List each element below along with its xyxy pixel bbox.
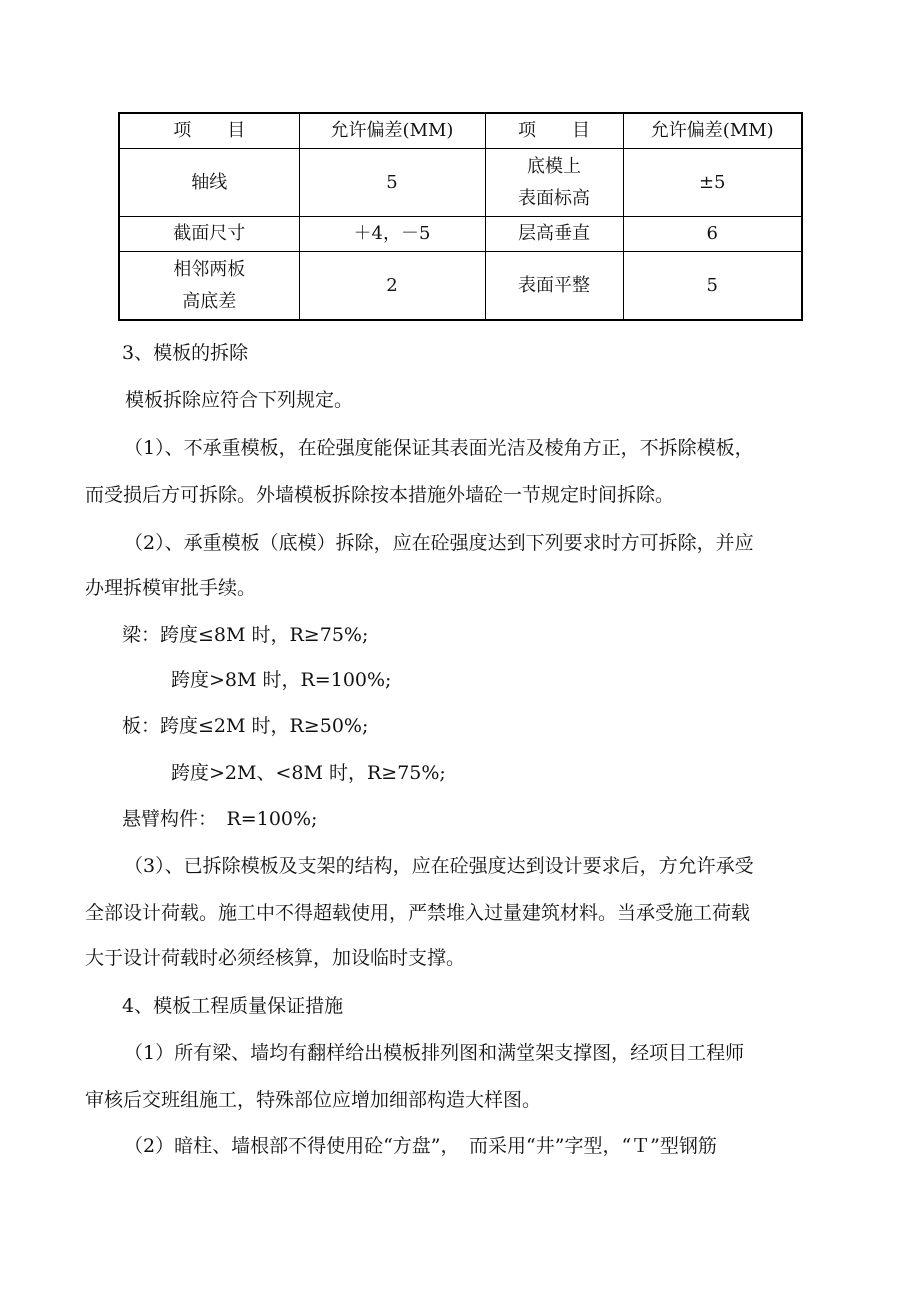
section-heading: 3、模板的拆除 <box>122 342 249 364</box>
paragraph-line: （2）、承重模板（底模）拆除，应在砼强度达到下列要求时方可拆除，并应 <box>124 532 754 554</box>
paragraph-line: 而受损后方可拆除。外墙模板拆除按本措施外墙砼一节规定时间拆除。 <box>85 484 675 506</box>
paragraph-line: 审核后交班组施工，特殊部位应增加细部构造大样图。 <box>85 1089 542 1111</box>
table-row <box>119 217 802 252</box>
paragraph-line: （2）暗柱、墙根部不得使用砼“方盘”， 而采用“井”字型，“Ｔ”型钢筋 <box>124 1135 717 1157</box>
table-cell: 5 <box>623 252 802 321</box>
paragraph-line: 大于设计荷载时必须经核算，加设临时支撑。 <box>85 947 466 969</box>
header-item-1: 项 目 <box>119 113 299 149</box>
table-cell: ＋4，－5 <box>299 217 485 252</box>
header-tolerance-2: 允许偏差(MM) <box>623 113 802 149</box>
table-cell: 5 <box>299 149 485 217</box>
table-cell: 轴线 <box>119 149 299 217</box>
paragraph-line: 梁：跨度≤8M 时，R≥75%; <box>122 624 369 646</box>
paragraph-line: （1）所有梁、墙均有翻样给出模板排列图和满堂架支撑图，经项目工程师 <box>124 1042 745 1064</box>
table-row <box>119 149 802 217</box>
table-header-row <box>119 113 802 149</box>
table-cell: 表面平整 <box>485 252 623 321</box>
table-cell: 2 <box>299 252 485 321</box>
table-cell: 相邻两板 高底差 <box>119 252 299 321</box>
paragraph-line: 办理拆模审批手续。 <box>85 577 257 599</box>
table-cell: 层高垂直 <box>485 217 623 252</box>
table-cell: 截面尺寸 <box>119 217 299 252</box>
paragraph-line: （3）、已拆除模板及支架的结构，应在砼强度达到设计要求后，方允许承受 <box>124 855 754 877</box>
header-item-2: 项 目 <box>485 113 623 149</box>
paragraph-line: 全部设计荷载。施工中不得超载使用，严禁堆入过量建筑材料。当承受施工荷载 <box>85 902 751 924</box>
paragraph-line: 板：跨度≤2M 时，R≥50%; <box>122 715 369 737</box>
table-row <box>119 252 802 321</box>
table-cell: ±5 <box>623 149 802 217</box>
paragraph-line: 跨度>8M 时，R=100%; <box>171 669 392 691</box>
paragraph-line: （1）、不承重模板，在砼强度能保证其表面光洁及棱角方正，不拆除模板， <box>124 437 754 459</box>
header-tolerance-1: 允许偏差(MM) <box>299 113 485 149</box>
table-cell: 6 <box>623 217 802 252</box>
paragraph-line: 跨度>2M、<8M 时，R≥75%; <box>171 762 446 784</box>
paragraph-line: 悬臂构件： R=100%; <box>122 808 318 830</box>
paragraph-line: 模板拆除应符合下列规定。 <box>125 389 354 411</box>
tolerance-table <box>118 112 803 321</box>
table-cell: 底模上 表面标高 <box>485 149 623 217</box>
section-heading: 4、模板工程质量保证措施 <box>122 995 344 1017</box>
